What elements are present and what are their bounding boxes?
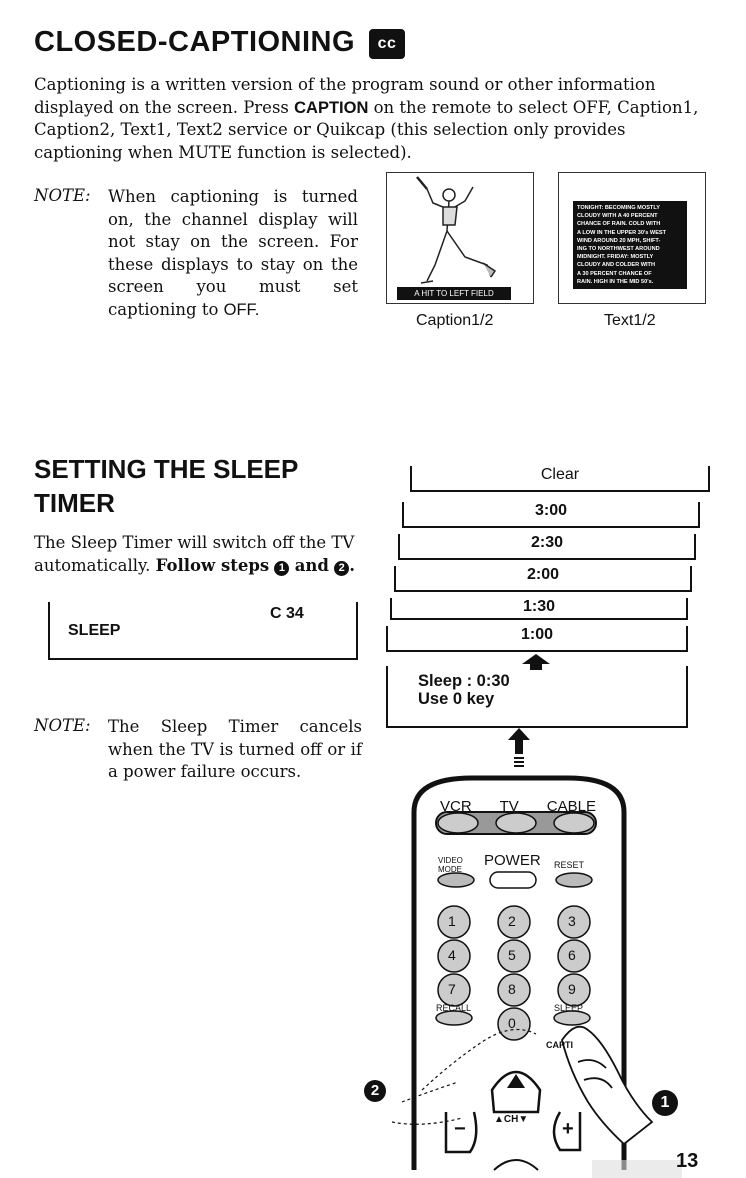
minus-button: −: [454, 1118, 466, 1140]
digit-1-button: 1: [448, 913, 456, 929]
title-text: CLOSED-CAPTIONING: [34, 26, 356, 58]
reset-label: RESET: [554, 860, 585, 870]
digit-0-button: 0: [508, 1015, 516, 1031]
digit-3-button: 3: [568, 913, 576, 929]
arrow-up-icon: [508, 728, 530, 768]
text-line: TONIGHT: BECOMING MOSTLY: [577, 205, 660, 211]
caption-label: Caption1/2: [416, 312, 494, 329]
menu-1-00: 1:00: [386, 626, 688, 652]
menu-3-00: 3:00: [402, 502, 700, 528]
page-number: 13: [676, 1150, 699, 1172]
text-line: RAIN. HIGH IN THE MID 50's.: [577, 278, 654, 285]
text-line: ING TO NORTHWEST AROUND: [577, 246, 660, 253]
text-line: A LOW IN THE UPPER 30's WEST: [577, 229, 667, 236]
channel-display: C 34: [270, 605, 304, 622]
sleep-paragraph: The Sleep Timer will switch off the TV automatically. Follow steps 1 and 2 .: [34, 533, 355, 575]
step-2-icon: 2: [334, 561, 349, 576]
cc-icon: cc: [369, 29, 405, 59]
section-title-closed-captioning: [34, 26, 405, 59]
cable-label: CABLE: [546, 798, 596, 815]
text-line: MIDNIGHT. FRIDAY: MOSTLY: [577, 254, 654, 261]
vcr-label: VCR: [440, 798, 472, 815]
menu-1-30: 1:30: [390, 598, 688, 620]
text-line: WIND AROUND 20 MPH, SHIFT-: [577, 237, 661, 244]
text-line: CLOUDY WITH A 40 PERCENT: [577, 213, 658, 220]
caption-button-label: CAPTI: [546, 1040, 573, 1050]
digit-7-button: 7: [448, 981, 456, 997]
step-1-icon: 1: [274, 561, 289, 576]
captioning-note: When captioning is turned on, the channel display will not stay on the screen. For these displays to stay on the screen you must set captioning to OFF.: [108, 187, 358, 319]
text-label: Text1/2: [604, 312, 656, 329]
tv-label: TV: [499, 798, 519, 815]
recall-label: RECALL: [436, 1003, 472, 1013]
text-line: CLOUDY AND COLDER WITH: [577, 262, 655, 269]
menu-2-30: 2:30: [398, 534, 696, 560]
captioning-paragraph: Captioning is a written version of the program sound or other information displayed on the screen. Press CAPTION on the remote to select OFF, Caption1, Caption2, Text1, Text2 service or Quikcap (this selection only provides captioning when MUTE function is selected).: [34, 75, 699, 162]
sleep-note: The Sleep Timer cancels when the TV is turned off or if a power failure occurs.: [108, 717, 362, 781]
caption-strip: A HIT TO LEFT FIELD: [397, 287, 511, 300]
sleep-030-display: [386, 666, 688, 728]
hand-icon: [562, 1027, 652, 1144]
sleep-display-label: SLEEP: [68, 622, 121, 639]
digit-6-button: 6: [568, 947, 576, 963]
sleep-label: SLEEP: [554, 1003, 584, 1013]
baseball-player-icon: [387, 173, 533, 303]
digit-4-button: 4: [448, 947, 456, 963]
digit-9-button: 9: [568, 981, 576, 997]
text-panel: [573, 201, 687, 289]
power-label: POWER: [484, 852, 541, 869]
sleep-value: Sleep : 0:30: [418, 672, 510, 690]
text-line: CHANCE OF RAIN. COLD WITH: [577, 221, 661, 228]
note-label: NOTE:: [34, 186, 91, 205]
sleep-note-label: NOTE:: [34, 716, 91, 735]
caption-illustration: [386, 172, 534, 304]
video-mode-label: VIDEO MODE: [438, 856, 463, 874]
callout-1-icon: 1: [652, 1090, 678, 1116]
callout-2-icon: 2: [364, 1080, 386, 1102]
use-key-hint: Use 0 key: [418, 690, 495, 708]
sleep-display-bracket: [48, 602, 358, 660]
digit-8-button: 8: [508, 981, 516, 997]
remote-illustration: [362, 772, 682, 1178]
menu-clear: Clear: [410, 466, 710, 492]
plus-button: +: [562, 1118, 574, 1140]
digit-2-button: 2: [508, 913, 516, 929]
channel-label: ▲CH▼: [494, 1114, 529, 1125]
mode-labels: [440, 798, 596, 815]
text-illustration: [558, 172, 706, 304]
menu-2-00: 2:00: [394, 566, 692, 592]
caption-key-name: CAPTION: [294, 98, 369, 117]
section-title-sleep-timer: SETTING THE SLEEP TIMER: [34, 454, 299, 518]
digit-5-button: 5: [508, 947, 516, 963]
text-line: A 30 PERCENT CHANCE OF: [577, 270, 652, 277]
